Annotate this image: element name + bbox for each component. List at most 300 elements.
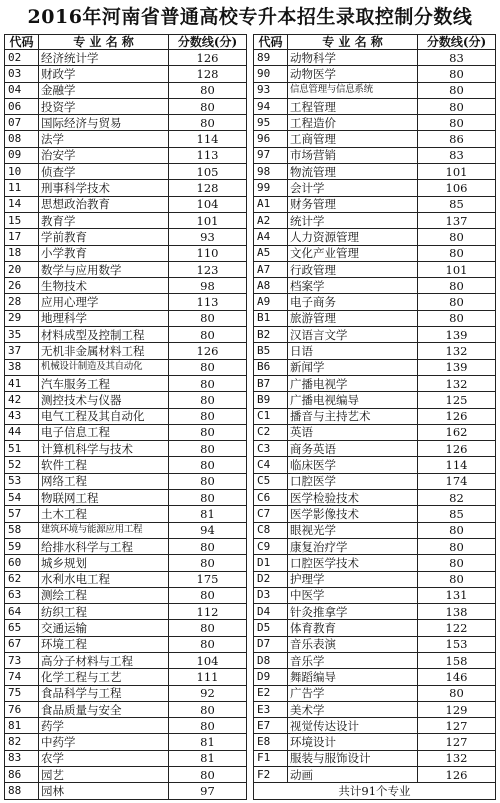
score-cell: 132 (418, 375, 496, 391)
table-row (254, 294, 496, 310)
major-cell: 康复治疗学 (288, 538, 418, 554)
major-cell: 播音与主持艺术 (288, 408, 418, 424)
major-cell: 文化产业管理 (288, 245, 418, 261)
major-cell: 财政学 (39, 66, 169, 82)
code-cell: 63 (5, 587, 39, 603)
table-row (254, 587, 496, 603)
score-cell: 127 (418, 734, 496, 750)
code-cell: 94 (254, 98, 288, 114)
table-row (254, 441, 496, 457)
score-cell: 80 (418, 82, 496, 98)
score-cell: 80 (169, 98, 247, 114)
score-cell: 132 (418, 750, 496, 766)
score-cell: 101 (418, 164, 496, 180)
code-cell: D3 (254, 587, 288, 603)
score-cell: 80 (169, 718, 247, 734)
table-row (254, 50, 496, 66)
score-cell: 138 (418, 604, 496, 620)
score-cell: 93 (169, 229, 247, 245)
code-cell: 97 (254, 147, 288, 163)
table-row (5, 538, 247, 554)
code-cell: 60 (5, 555, 39, 571)
code-cell: 81 (5, 718, 39, 734)
score-cell: 122 (418, 620, 496, 636)
score-cell: 139 (418, 327, 496, 343)
score-cell: 83 (418, 50, 496, 66)
major-cell: 动物医学 (288, 66, 418, 82)
table-row (254, 620, 496, 636)
score-cell: 80 (169, 310, 247, 326)
score-cell: 81 (169, 734, 247, 750)
code-cell: D7 (254, 636, 288, 652)
table-row (5, 652, 247, 668)
score-cell: 80 (418, 98, 496, 114)
score-cell: 80 (418, 278, 496, 294)
code-cell: 86 (5, 767, 39, 783)
score-cell: 162 (418, 424, 496, 440)
code-cell: 88 (5, 783, 39, 800)
major-cell: 食品科学与工程 (39, 685, 169, 701)
score-cell: 123 (169, 261, 247, 277)
major-cell: 美术学 (288, 701, 418, 717)
code-cell: 14 (5, 196, 39, 212)
code-cell: B6 (254, 359, 288, 375)
table-row (5, 490, 247, 506)
score-cell: 81 (169, 506, 247, 522)
major-cell: 物联网工程 (39, 490, 169, 506)
code-cell: 58 (5, 522, 39, 538)
table-row (5, 669, 247, 685)
major-cell: 材料成型及控制工程 (39, 327, 169, 343)
table-row (254, 750, 496, 766)
major-cell: 市场营销 (288, 147, 418, 163)
score-cell: 80 (169, 538, 247, 554)
code-cell: 67 (5, 636, 39, 652)
code-cell: 10 (5, 164, 39, 180)
score-cell: 80 (169, 587, 247, 603)
code-cell: A7 (254, 261, 288, 277)
table-row (254, 359, 496, 375)
score-cell: 80 (418, 115, 496, 131)
score-cell: 80 (169, 82, 247, 98)
score-cell: 85 (418, 506, 496, 522)
major-cell: 体育教育 (288, 620, 418, 636)
code-cell: 18 (5, 245, 39, 261)
code-cell: E3 (254, 701, 288, 717)
code-cell: 54 (5, 490, 39, 506)
major-cell: 中医学 (288, 587, 418, 603)
code-cell: C9 (254, 538, 288, 554)
major-cell: 高分子材料与工程 (39, 652, 169, 668)
score-cell: 158 (418, 652, 496, 668)
table-row (5, 718, 247, 734)
score-cell: 110 (169, 245, 247, 261)
table-row (5, 522, 247, 538)
code-cell: 65 (5, 620, 39, 636)
table-row (5, 783, 247, 800)
left-table (4, 34, 247, 800)
score-cell: 80 (169, 424, 247, 440)
major-cell: 中药学 (39, 734, 169, 750)
code-cell: D2 (254, 571, 288, 587)
score-cell: 80 (169, 620, 247, 636)
code-cell: A8 (254, 278, 288, 294)
table-row (5, 245, 247, 261)
table-row (254, 278, 496, 294)
table-row (5, 587, 247, 603)
code-cell: 83 (5, 750, 39, 766)
major-cell: 治安学 (39, 147, 169, 163)
code-cell: C1 (254, 408, 288, 424)
table-row (5, 327, 247, 343)
table-row (254, 131, 496, 147)
score-cell: 80 (418, 310, 496, 326)
major-cell: 计算机科学与技术 (39, 441, 169, 457)
code-cell: F2 (254, 767, 288, 783)
table-header-row (5, 35, 247, 50)
total-row (254, 783, 496, 800)
table-row (5, 50, 247, 66)
header-major: 专 业 名 称 (39, 35, 169, 50)
table-row (254, 555, 496, 571)
major-cell: 软件工程 (39, 457, 169, 473)
code-cell: C8 (254, 522, 288, 538)
major-cell: 侦查学 (39, 164, 169, 180)
table-row (254, 424, 496, 440)
score-cell: 80 (169, 408, 247, 424)
total-note: 共计91个专业 (254, 783, 496, 800)
table-row (5, 164, 247, 180)
major-cell: 建筑环境与能源应用工程 (39, 522, 169, 538)
table-row (5, 441, 247, 457)
code-cell: 15 (5, 212, 39, 228)
major-cell: 土木工程 (39, 506, 169, 522)
major-cell: 刑事科学技术 (39, 180, 169, 196)
major-cell: 舞蹈编导 (288, 669, 418, 685)
score-cell: 86 (418, 131, 496, 147)
score-cell: 80 (418, 685, 496, 701)
major-cell: 音乐学 (288, 652, 418, 668)
table-row (254, 571, 496, 587)
score-cell: 81 (169, 750, 247, 766)
code-cell: 62 (5, 571, 39, 587)
table-row (254, 196, 496, 212)
code-cell: D5 (254, 620, 288, 636)
major-cell: 交通运输 (39, 620, 169, 636)
major-cell: 电气工程及其自动化 (39, 408, 169, 424)
table-header-row (254, 35, 496, 50)
table-row (254, 652, 496, 668)
table-row (5, 750, 247, 766)
table-row (254, 506, 496, 522)
code-cell: C4 (254, 457, 288, 473)
table-row (5, 636, 247, 652)
major-cell: 网络工程 (39, 473, 169, 489)
score-cell: 94 (169, 522, 247, 538)
code-cell: F1 (254, 750, 288, 766)
table-row (5, 685, 247, 701)
score-tables (4, 34, 496, 800)
score-cell: 80 (418, 522, 496, 538)
code-cell: 64 (5, 604, 39, 620)
major-cell: 电子信息工程 (39, 424, 169, 440)
score-cell: 85 (418, 196, 496, 212)
major-cell: 口腔医学技术 (288, 555, 418, 571)
table-row (5, 131, 247, 147)
score-cell: 126 (418, 408, 496, 424)
code-cell: D9 (254, 669, 288, 685)
major-cell: 医学检验技术 (288, 490, 418, 506)
table-row (5, 294, 247, 310)
table-row (254, 685, 496, 701)
major-cell: 广告学 (288, 685, 418, 701)
major-cell: 口腔医学 (288, 473, 418, 489)
table-row (254, 734, 496, 750)
major-cell: 音乐表演 (288, 636, 418, 652)
table-row (5, 147, 247, 163)
major-cell: 生物技术 (39, 278, 169, 294)
code-cell: 28 (5, 294, 39, 310)
code-cell: 44 (5, 424, 39, 440)
table-row (5, 229, 247, 245)
major-cell: 地理科学 (39, 310, 169, 326)
code-cell: C6 (254, 490, 288, 506)
code-cell: 08 (5, 131, 39, 147)
table-row (254, 327, 496, 343)
major-cell: 电子商务 (288, 294, 418, 310)
table-row (5, 375, 247, 391)
score-cell: 113 (169, 294, 247, 310)
table-row (254, 66, 496, 82)
major-cell: 国际经济与贸易 (39, 115, 169, 131)
code-cell: B2 (254, 327, 288, 343)
score-cell: 80 (418, 555, 496, 571)
table-row (5, 701, 247, 717)
page-title: 2016年河南省普通高校专升本招生录取控制分数线 (27, 6, 473, 28)
major-cell: 园艺 (39, 767, 169, 783)
table-row (5, 66, 247, 82)
score-cell: 80 (169, 701, 247, 717)
code-cell: 03 (5, 66, 39, 82)
major-cell: 临床医学 (288, 457, 418, 473)
major-cell: 农学 (39, 750, 169, 766)
major-cell: 投资学 (39, 98, 169, 114)
table-row (5, 457, 247, 473)
score-cell: 80 (169, 555, 247, 571)
major-cell: 水利水电工程 (39, 571, 169, 587)
major-cell: 行政管理 (288, 261, 418, 277)
code-cell: 11 (5, 180, 39, 196)
code-cell: 43 (5, 408, 39, 424)
major-cell: 金融学 (39, 82, 169, 98)
major-cell: 工商管理 (288, 131, 418, 147)
code-cell: 93 (254, 82, 288, 98)
major-cell: 应用心理学 (39, 294, 169, 310)
score-cell: 80 (169, 490, 247, 506)
major-cell: 城乡规划 (39, 555, 169, 571)
code-cell: 82 (5, 734, 39, 750)
score-cell: 83 (418, 147, 496, 163)
table-row (5, 734, 247, 750)
score-cell: 111 (169, 669, 247, 685)
table-row (254, 261, 496, 277)
table-row (5, 115, 247, 131)
major-cell: 给排水科学与工程 (39, 538, 169, 554)
table-row (254, 98, 496, 114)
score-cell: 105 (169, 164, 247, 180)
table-row (5, 571, 247, 587)
major-cell: 工程管理 (288, 98, 418, 114)
score-cell: 114 (418, 457, 496, 473)
code-cell: 53 (5, 473, 39, 489)
score-cell: 127 (418, 718, 496, 734)
major-cell: 测控技术与仪器 (39, 392, 169, 408)
score-cell: 104 (169, 196, 247, 212)
table-row (5, 310, 247, 326)
code-cell: A4 (254, 229, 288, 245)
code-cell: 51 (5, 441, 39, 457)
right-table-body (254, 50, 496, 800)
major-cell: 商务英语 (288, 441, 418, 457)
table-row (254, 636, 496, 652)
table-row (5, 343, 247, 359)
code-cell: B7 (254, 375, 288, 391)
major-cell: 环境设计 (288, 734, 418, 750)
header-code: 代码 (254, 35, 288, 50)
code-cell: C7 (254, 506, 288, 522)
header-score: 分数线(分) (418, 35, 496, 50)
code-cell: B5 (254, 343, 288, 359)
major-cell: 统计学 (288, 212, 418, 228)
major-cell: 眼视光学 (288, 522, 418, 538)
table-row (254, 343, 496, 359)
score-cell: 97 (169, 783, 247, 800)
score-cell: 114 (169, 131, 247, 147)
table-row (254, 164, 496, 180)
table-row (254, 245, 496, 261)
table-row (5, 473, 247, 489)
major-cell: 信息管理与信息系统 (288, 82, 418, 98)
major-cell: 护理学 (288, 571, 418, 587)
major-cell: 药学 (39, 718, 169, 734)
table-row (5, 180, 247, 196)
major-cell: 针灸推拿学 (288, 604, 418, 620)
code-cell: D1 (254, 555, 288, 571)
major-cell: 视觉传达设计 (288, 718, 418, 734)
major-cell: 广播电视学 (288, 375, 418, 391)
major-cell: 数学与应用数学 (39, 261, 169, 277)
table-row (254, 718, 496, 734)
major-cell: 医学影像技术 (288, 506, 418, 522)
table-row (5, 620, 247, 636)
major-cell: 汽车服务工程 (39, 375, 169, 391)
major-cell: 学前教育 (39, 229, 169, 245)
score-cell: 139 (418, 359, 496, 375)
score-cell: 80 (169, 375, 247, 391)
score-cell: 129 (418, 701, 496, 717)
major-cell: 教育学 (39, 212, 169, 228)
score-cell: 104 (169, 652, 247, 668)
left-table-body (5, 50, 247, 800)
major-cell: 日语 (288, 343, 418, 359)
header-major: 专 业 名 称 (288, 35, 418, 50)
major-cell: 思想政治教育 (39, 196, 169, 212)
score-cell: 80 (418, 571, 496, 587)
score-cell: 80 (169, 636, 247, 652)
score-cell: 101 (169, 212, 247, 228)
code-cell: 17 (5, 229, 39, 245)
major-cell: 环境工程 (39, 636, 169, 652)
code-cell: A9 (254, 294, 288, 310)
code-cell: 29 (5, 310, 39, 326)
right-table (253, 34, 496, 800)
code-cell: D8 (254, 652, 288, 668)
score-cell: 113 (169, 147, 247, 163)
score-cell: 106 (418, 180, 496, 196)
score-cell: 126 (169, 343, 247, 359)
table-row (254, 212, 496, 228)
major-cell: 档案学 (288, 278, 418, 294)
code-cell: 35 (5, 327, 39, 343)
table-row (254, 180, 496, 196)
major-cell: 纺织工程 (39, 604, 169, 620)
code-cell: 99 (254, 180, 288, 196)
code-cell: 57 (5, 506, 39, 522)
code-cell: 26 (5, 278, 39, 294)
major-cell: 英语 (288, 424, 418, 440)
table-row (254, 701, 496, 717)
major-cell: 动画 (288, 767, 418, 783)
table-row (5, 506, 247, 522)
score-cell: 80 (169, 457, 247, 473)
code-cell: 20 (5, 261, 39, 277)
code-cell: 52 (5, 457, 39, 473)
score-cell: 80 (418, 245, 496, 261)
score-cell: 80 (169, 359, 247, 375)
code-cell: 59 (5, 538, 39, 554)
score-cell: 80 (169, 392, 247, 408)
major-cell: 法学 (39, 131, 169, 147)
code-cell: 89 (254, 50, 288, 66)
code-cell: E2 (254, 685, 288, 701)
score-cell: 175 (169, 571, 247, 587)
table-row (5, 424, 247, 440)
code-cell: 90 (254, 66, 288, 82)
major-cell: 广播电视编导 (288, 392, 418, 408)
table-row (5, 767, 247, 783)
major-cell: 物流管理 (288, 164, 418, 180)
score-cell: 128 (169, 66, 247, 82)
major-cell: 动物科学 (288, 50, 418, 66)
code-cell: C5 (254, 473, 288, 489)
table-row (254, 310, 496, 326)
code-cell: 38 (5, 359, 39, 375)
table-row (5, 212, 247, 228)
table-row (254, 229, 496, 245)
score-cell: 80 (169, 441, 247, 457)
table-row (5, 392, 247, 408)
table-row (254, 490, 496, 506)
major-cell: 小学教育 (39, 245, 169, 261)
score-cell: 80 (169, 767, 247, 783)
major-cell: 机械设计制造及其自动化 (39, 359, 169, 375)
code-cell: B9 (254, 392, 288, 408)
score-cell: 101 (418, 261, 496, 277)
score-cell: 80 (169, 473, 247, 489)
score-cell: 98 (169, 278, 247, 294)
major-cell: 人力资源管理 (288, 229, 418, 245)
code-cell: 02 (5, 50, 39, 66)
